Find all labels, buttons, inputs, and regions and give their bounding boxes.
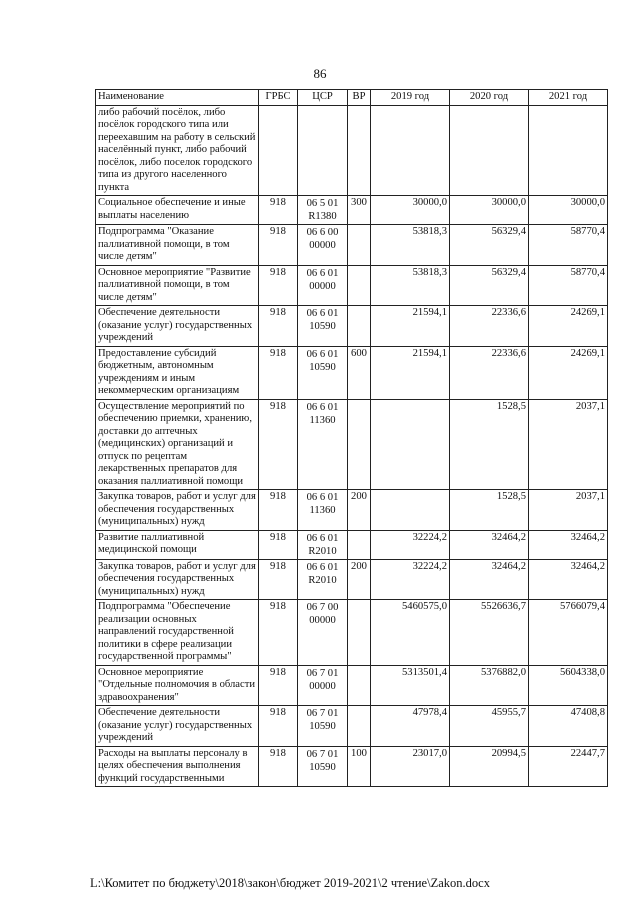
cell-csr — [298, 600, 348, 666]
table-row — [96, 530, 608, 559]
csr-code-part1: 06 6 01 — [306, 401, 339, 413]
header-2019: 2019 год — [371, 90, 450, 106]
table-row — [96, 196, 608, 225]
csr-code-part1: 06 7 01 — [306, 667, 339, 679]
cell-2021: 58770,4 — [529, 225, 608, 266]
cell-grbs: 918 — [259, 490, 298, 531]
table-row — [96, 706, 608, 747]
cell-2019: 47978,4 — [371, 706, 450, 747]
cell-csr — [298, 706, 348, 747]
table-row — [96, 490, 608, 531]
cell-csr — [298, 196, 348, 225]
cell-2021: 30000,0 — [529, 196, 608, 225]
csr-code-part2: 10590 — [309, 321, 336, 332]
cell-csr — [298, 306, 348, 347]
cell-vr: 100 — [348, 746, 371, 787]
csr-code-part1: 06 6 01 — [306, 492, 339, 503]
csr-code-part1: 06 6 01 — [306, 348, 339, 360]
cell-vr — [348, 225, 371, 266]
cell-name: Осуществление мероприятий по обеспечению приемки, хранению, доставки до аптечных (медицинских) организаций и отпуск по рецептам лекарственных препаратов для оказания паллиативной помощи — [96, 399, 259, 490]
csr-code-part1: 06 6 01 — [306, 308, 339, 319]
csr-code-part2: R2010 — [308, 574, 337, 586]
header-grbs: ГРБС — [259, 90, 298, 106]
cell-name: Обеспечение деятельности (оказание услуг) государственных учреждений — [96, 706, 259, 747]
cell-2020: 20994,5 — [450, 746, 529, 787]
csr-code-part1: 06 5 01 — [306, 198, 339, 209]
cell-grbs: 918 — [259, 559, 298, 600]
cell-csr — [298, 225, 348, 266]
cell-2019 — [371, 105, 450, 196]
header-2021: 2021 год — [529, 90, 608, 106]
cell-grbs: 918 — [259, 399, 298, 490]
cell-vr: 200 — [348, 490, 371, 531]
csr-code-part2: 11360 — [309, 505, 336, 516]
table-body — [96, 105, 608, 787]
cell-2019: 32224,2 — [371, 530, 450, 559]
cell-csr — [298, 265, 348, 306]
cell-vr: 600 — [348, 346, 371, 399]
cell-name: либо рабочий посёлок, либо посёлок городского типа или переехавшим на работу в сельский населённый пункт, либо рабочий посёлок, либо поселок городского типа из другого населенного пункта — [96, 105, 259, 196]
cell-csr — [298, 559, 348, 600]
budget-table — [95, 89, 608, 787]
cell-2021: 58770,4 — [529, 265, 608, 306]
cell-2021: 32464,2 — [529, 559, 608, 600]
cell-2019 — [371, 490, 450, 531]
cell-2019: 5460575,0 — [371, 600, 450, 666]
cell-2019: 21594,1 — [371, 306, 450, 347]
cell-2019: 5313501,4 — [371, 665, 450, 706]
table-row — [96, 225, 608, 266]
cell-name: Закупка товаров, работ и услуг для обеспечения государственных (муниципальных) нужд — [96, 559, 259, 600]
cell-csr — [298, 665, 348, 706]
cell-2019: 53818,3 — [371, 225, 450, 266]
cell-name: Основное мероприятие "Развитие паллиативной помощи, в том числе детям" — [96, 265, 259, 306]
cell-vr — [348, 399, 371, 490]
cell-name: Закупка товаров, работ и услуг для обеспечения государственных (муниципальных) нужд — [96, 490, 259, 531]
csr-code-part2: R2010 — [308, 545, 337, 557]
cell-grbs: 918 — [259, 196, 298, 225]
cell-2020: 45955,7 — [450, 706, 529, 747]
table-row — [96, 665, 608, 706]
cell-2020: 32464,2 — [450, 559, 529, 600]
cell-2021 — [529, 105, 608, 196]
cell-2021: 5766079,4 — [529, 600, 608, 666]
cell-name: Обеспечение деятельности (оказание услуг) государственных учреждений — [96, 306, 259, 347]
cell-vr — [348, 706, 371, 747]
cell-name: Расходы на выплаты персоналу в целях обеспечения выполнения функций государственными — [96, 746, 259, 787]
table-row — [96, 399, 608, 490]
cell-2020: 22336,6 — [450, 306, 529, 347]
cell-vr — [348, 600, 371, 666]
cell-vr — [348, 265, 371, 306]
cell-vr: 200 — [348, 559, 371, 600]
csr-code-part2: 00000 — [309, 280, 336, 292]
cell-2021: 47408,8 — [529, 706, 608, 747]
cell-grbs: 918 — [259, 706, 298, 747]
header-vr: ВР — [348, 90, 371, 106]
cell-grbs: 918 — [259, 600, 298, 666]
cell-2020: 5526636,7 — [450, 600, 529, 666]
cell-2019: 23017,0 — [371, 746, 450, 787]
csr-code-part1: 06 6 01 — [306, 532, 339, 544]
table-row — [96, 559, 608, 600]
csr-code-part2: 10590 — [309, 361, 336, 373]
cell-2019: 21594,1 — [371, 346, 450, 399]
cell-name: Развитие паллиативной медицинской помощи — [96, 530, 259, 559]
csr-code-part2: R1380 — [308, 211, 337, 222]
cell-grbs: 918 — [259, 530, 298, 559]
cell-grbs: 918 — [259, 306, 298, 347]
csr-code-part1: 06 6 01 — [306, 561, 339, 573]
csr-code-part2: 00000 — [309, 615, 336, 626]
cell-grbs: 918 — [259, 746, 298, 787]
cell-2020: 56329,4 — [450, 265, 529, 306]
cell-2021: 2037,1 — [529, 399, 608, 490]
cell-2021: 5604338,0 — [529, 665, 608, 706]
cell-grbs: 918 — [259, 265, 298, 306]
cell-csr — [298, 746, 348, 787]
cell-vr: 300 — [348, 196, 371, 225]
cell-2020: 5376882,0 — [450, 665, 529, 706]
cell-2021: 22447,7 — [529, 746, 608, 787]
cell-2021: 24269,1 — [529, 346, 608, 399]
cell-2020 — [450, 105, 529, 196]
csr-code-part1: 06 7 00 — [306, 602, 339, 613]
csr-code-part2: 10590 — [309, 721, 336, 732]
cell-2020: 22336,6 — [450, 346, 529, 399]
cell-2019: 30000,0 — [371, 196, 450, 225]
cell-name: Основное мероприятие "Отдельные полномочия в области здравоохранения" — [96, 665, 259, 706]
cell-csr — [298, 530, 348, 559]
header-csr: ЦСР — [298, 90, 348, 106]
csr-code-part2: 10590 — [309, 761, 336, 773]
cell-grbs: 918 — [259, 346, 298, 399]
page-number: 86 — [313, 66, 327, 81]
cell-2019: 53818,3 — [371, 265, 450, 306]
cell-vr — [348, 105, 371, 196]
cell-2021: 24269,1 — [529, 306, 608, 347]
table-row — [96, 600, 608, 666]
cell-name: Предоставление субсидий бюджетным, автономным учреждениям и иным некоммерческим организациям — [96, 346, 259, 399]
cell-grbs: 918 — [259, 225, 298, 266]
table-row — [96, 346, 608, 399]
csr-code-part2: 00000 — [309, 240, 336, 251]
cell-csr — [298, 399, 348, 490]
table-row — [96, 105, 608, 196]
cell-2021: 32464,2 — [529, 530, 608, 559]
cell-2020: 32464,2 — [450, 530, 529, 559]
cell-2020: 56329,4 — [450, 225, 529, 266]
header-name: Наименование — [96, 90, 259, 106]
cell-csr — [298, 346, 348, 399]
cell-vr — [348, 665, 371, 706]
csr-code-part2: 11360 — [309, 414, 336, 426]
cell-2019 — [371, 399, 450, 490]
cell-2021: 2037,1 — [529, 490, 608, 531]
cell-name: Социальное обеспечение и иные выплаты населению — [96, 196, 259, 225]
table-row — [96, 265, 608, 306]
csr-code-part1: 06 6 00 — [306, 227, 339, 238]
csr-code-part1: 06 6 01 — [306, 267, 339, 279]
table-row — [96, 306, 608, 347]
cell-2020: 1528,5 — [450, 399, 529, 490]
header-2020: 2020 год — [450, 90, 529, 106]
csr-code-part2: 00000 — [309, 680, 336, 692]
cell-grbs — [259, 105, 298, 196]
cell-2020: 30000,0 — [450, 196, 529, 225]
cell-name: Подпрограмма "Обеспечение реализации основных направлений государственной политики в сфере реализации государственной программы" — [96, 600, 259, 666]
cell-2019: 32224,2 — [371, 559, 450, 600]
cell-2020: 1528,5 — [450, 490, 529, 531]
cell-name: Подпрограмма "Оказание паллиативной помощи, в том числе детям" — [96, 225, 259, 266]
cell-vr — [348, 530, 371, 559]
cell-csr — [298, 105, 348, 196]
csr-code-part1: 06 7 01 — [306, 748, 339, 760]
csr-code-part1: 06 7 01 — [306, 708, 339, 719]
cell-vr — [348, 306, 371, 347]
footer-file-path: L:\Комитет по бюджету\2018\закон\бюджет 2019-2021\2 чтение\Zakon.docx — [90, 876, 490, 890]
cell-csr — [298, 490, 348, 531]
table-header-row — [96, 90, 608, 106]
cell-grbs: 918 — [259, 665, 298, 706]
table-row — [96, 746, 608, 787]
